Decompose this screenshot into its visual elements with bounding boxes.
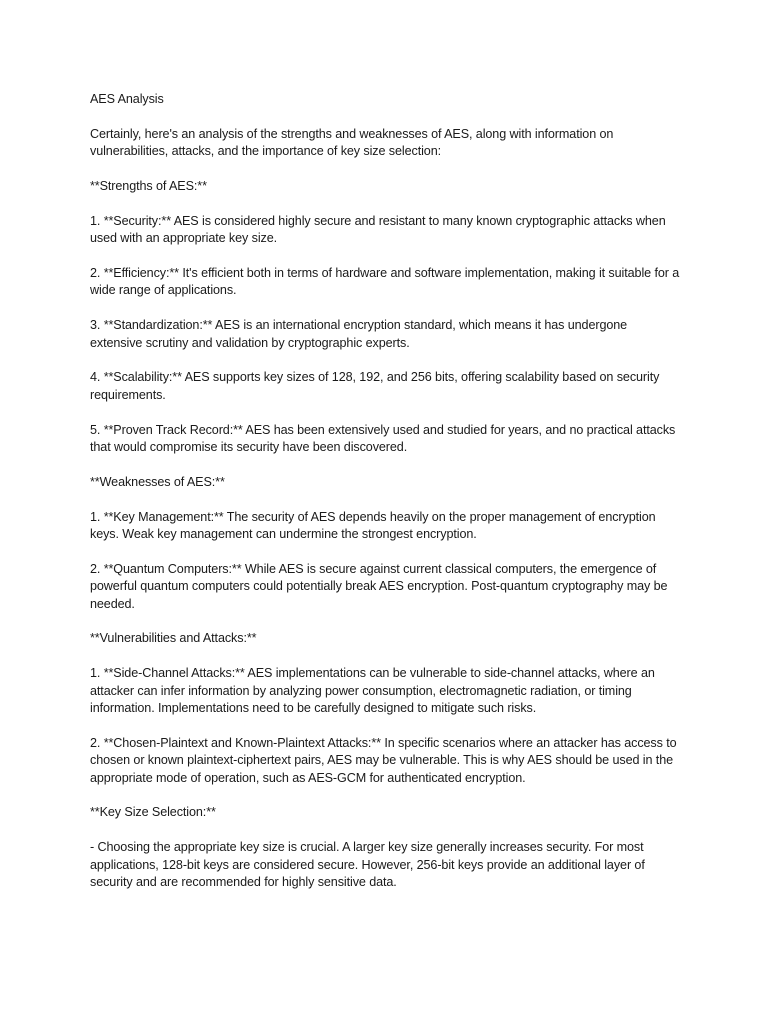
strength-item-track-record: 5. **Proven Track Record:** AES has been extensively used and studied for years, and no practical attacks that would compromise its security have been discovered. — [90, 422, 676, 455]
key-size-heading: **Key Size Selection:** — [90, 805, 216, 820]
vulnerability-item-chosen-plaintext: 2. **Chosen-Plaintext and Known-Plaintext Attacks:** In specific scenarios where an attacker has access to chosen or known plaintext-ciphertext pairs, AES may be vulnerable. This is why AES should be used in the appropriate mode of operation, such as AES-GCM for authenticated encryption. — [90, 735, 677, 785]
weakness-item-key-management: 1. **Key Management:** The security of AES depends heavily on the proper management of encryption keys. Weak key management can undermine the strongest encryption. — [90, 509, 656, 542]
key-size-item: - Choosing the appropriate key size is crucial. A larger key size generally increases security. For most applications, 128-bit keys are considered secure. However, 256-bit keys provide an additional layer of security and are recommended for highly sensitive data. — [90, 840, 645, 890]
strength-item-standardization: 3. **Standardization:** AES is an international encryption standard, which means it has undergone extensive scrutiny and validation by cryptographic experts. — [90, 318, 628, 350]
document-page — [90, 91, 682, 909]
intro-paragraph: Certainly, here's an analysis of the strengths and weaknesses of AES, along with information on vulnerabilities, attacks, and the importance of key size selection: — [90, 126, 614, 159]
strength-item-security: 1. **Security:** AES is considered highly secure and resistant to many known cryptographic attacks when used with an appropriate key size. — [90, 213, 666, 246]
strengths-heading: **Strengths of AES:** — [90, 179, 207, 193]
vulnerabilities-heading: **Vulnerabilities and Attacks:** — [90, 631, 257, 646]
weakness-item-quantum: 2. **Quantum Computers:** While AES is secure against current classical computers, the emergence of powerful quantum computers could potentially break AES encryption. Post-quantum cryptography may be needed. — [90, 561, 668, 611]
strength-item-efficiency: 2. **Efficiency:** It's efficient both in terms of hardware and software implementation, making it suitable for a wide range of applications. — [90, 266, 680, 298]
weaknesses-heading: **Weaknesses of AES:** — [90, 474, 225, 489]
strength-item-scalability: 4. **Scalability:** AES supports key sizes of 128, 192, and 256 bits, offering scalability based on security requirements. — [90, 370, 660, 402]
document-title: AES Analysis — [90, 92, 164, 106]
vulnerability-item-side-channel: 1. **Side-Channel Attacks:** AES implementations can be vulnerable to side-channel attacks, where an attacker can infer information by analyzing power consumption, electromagnetic radiation, or timing information. Implementations need to be carefully designed to mitigate such risks. — [90, 666, 655, 716]
